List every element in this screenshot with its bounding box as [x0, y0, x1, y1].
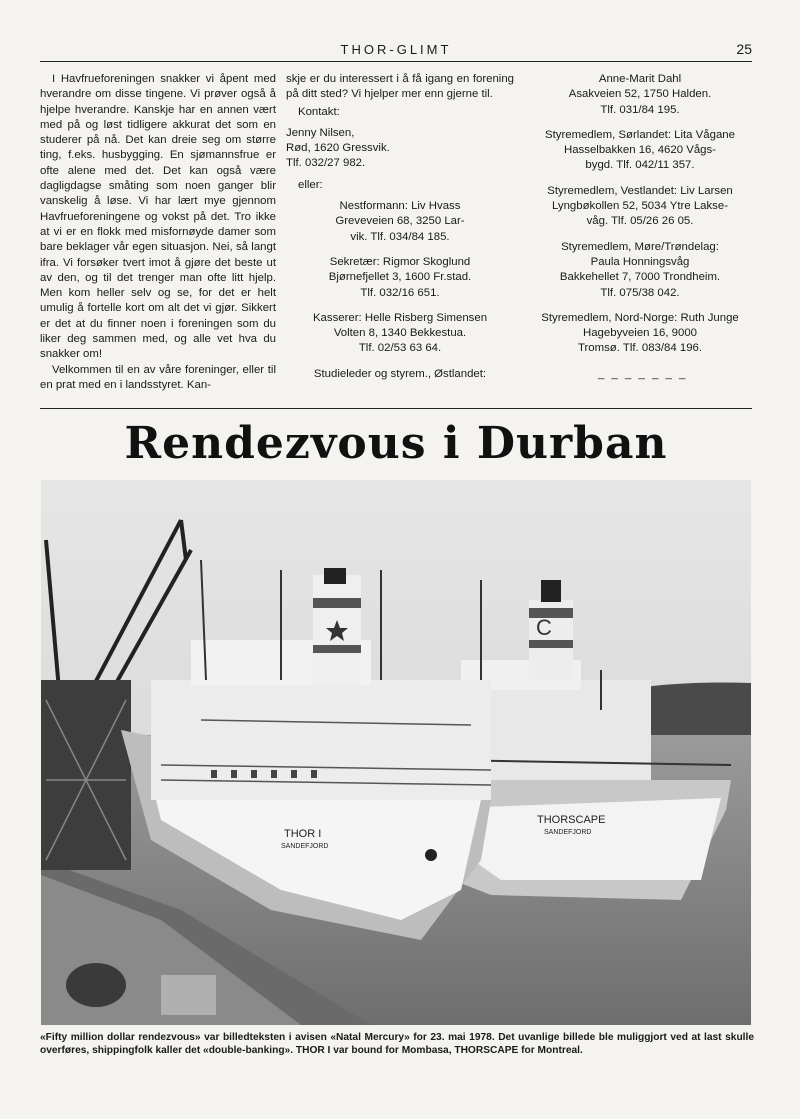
entry-line: Paula Honningsvåg [590, 255, 690, 268]
entry-line: Tlf. 031/84 195. [600, 103, 680, 116]
entry-line: Bjørnefjellet 3, 1600 Fr.stad. [328, 271, 472, 284]
entry-line: Anne-Marit Dahl [598, 73, 682, 85]
entry-line: Lyngbøkollen 52, 5034 Ytre Lakse- [551, 200, 729, 213]
right-column [528, 72, 752, 382]
photo-caption: «Fifty million dollar rendezvous» var billedteksten i avisen «Natal Mercury» for 23. mai 1978. Det uvanlige billede ble muliggjort ved at last skulle overføres, shippingfolk kaller det «double-banking». THOR I var bound for Mombasa, THORSCAPE for Montreal. [40, 1032, 754, 1056]
entry-line: Hasselbakken 16, 4620 Vågs- [564, 144, 716, 157]
entry-line: Tlf. 075/38 042. [600, 286, 680, 299]
page-number: 25 [736, 41, 752, 57]
contact-label: Kontakt: [298, 105, 340, 118]
entry-line: Styremedlem, Nord-Norge: Ruth Junge [541, 311, 739, 324]
entry-line: Nestformann: Liv Hvass [339, 200, 461, 213]
board-entry [528, 240, 752, 301]
section-divider [40, 408, 752, 409]
article-headline: Rendezvous i Durban [124, 418, 668, 469]
or-label: eller: [298, 178, 323, 191]
entry-line: Asakveien 52, 1750 Halden. [568, 88, 712, 101]
magazine-title: THOR-GLIMT [340, 42, 452, 57]
entry-line: Tlf. 032/16 651. [360, 286, 440, 299]
paragraph: I Havfrueforeningen snakker vi åpent med hverandre om disse tingene. Vi prøver også å hjelpe hverandre. Kanskje har en annen vært med på og løst tidligere akkurat det som en studerer på nå. Det kan dreie seg om større ting, f.eks. husbygging. En sjømannsfrue er ofte alene med det. Det kan også være dagligdagse småting som noen ganger blir vanskelig å løse. Vi har lært mye gjennom Havfrueforeningene og vokst på det. Tro ikke at vi er en flokk med misfornøyde damer som bare beklager vår egen situasjon. Nei, så langt ifra. Vi forsøker tvert imot å gjøre det beste ut av den, og til det trenger man ofte litt hjelp. Men kom heller selv og se, for det er helt umulig å fortelle kort om alt det vi gjør. Sikkert er det at du finner noen i foreningen som du liker deg sammen med, og alle vet hva du snakker om! [40, 73, 276, 361]
board-entry [286, 255, 514, 301]
contact-line: Tlf. 032/27 982. [286, 157, 366, 170]
entry-line: Studieleder og styrem., Østlandet: [313, 367, 487, 380]
board-entry [528, 311, 752, 357]
board-entry [528, 184, 752, 230]
left-column [40, 72, 276, 393]
svg-text:C: C [536, 615, 552, 640]
middle-column [286, 72, 514, 382]
board-entry [286, 311, 514, 357]
entry-line: Hagebyveien 16, 9000 [583, 327, 697, 340]
ship-port-thor-i: SANDEFJORD [281, 843, 329, 850]
entry-line: Volten 8, 1340 Bekkestua. [333, 327, 467, 340]
entry-line: bygd. Tlf. 042/11 357. [585, 159, 695, 172]
entry-line: vik. Tlf. 034/84 185. [350, 230, 450, 243]
entry-line: Tlf. 02/53 63 64. [358, 342, 442, 355]
ship-name-thorscape: THORSCAPE [537, 814, 606, 826]
contact-block [286, 126, 514, 172]
entry-line: våg. Tlf. 05/26 26 05. [586, 215, 694, 228]
board-entry [528, 128, 752, 174]
running-header [40, 42, 752, 62]
ships-photo [41, 480, 751, 1025]
board-entry [286, 199, 514, 245]
entry-line: Bakkehellet 7, 7000 Trondheim. [559, 271, 721, 284]
contact-line: Jenny Nilsen, [286, 126, 355, 139]
entry-line: Styremedlem, Sørlandet: Lita Vågane [545, 128, 735, 141]
entry-line: Styremedlem, Møre/Trøndelag: [561, 240, 719, 253]
board-entry [528, 72, 752, 118]
entry-line: Tromsø. Tlf. 083/84 196. [577, 342, 703, 355]
paragraph: Velkommen til en av våre foreninger, eller til en prat med en i landsstyret. Kan- [40, 363, 276, 391]
entry-line: Kasserer: Helle Risberg Simensen [312, 311, 488, 324]
entry-line: Styremedlem, Vestlandet: Liv Larsen [547, 184, 733, 197]
entry-line: Sekretær: Rigmor Skoglund [329, 255, 471, 268]
entry-line: Greveveien 68, 3250 Lar- [335, 215, 465, 228]
end-mark: _ _ _ _ _ _ _ [598, 367, 688, 380]
ship-name-thor-i: THOR I [284, 828, 322, 840]
ship-port-thorscape: SANDEFJORD [544, 829, 592, 836]
contact-line: Rød, 1620 Gressvik. [286, 142, 390, 155]
middle-intro: skje er du interessert i å få igang en forening på ditt sted? Vi hjelper mer enn gjerne til. [286, 73, 514, 101]
